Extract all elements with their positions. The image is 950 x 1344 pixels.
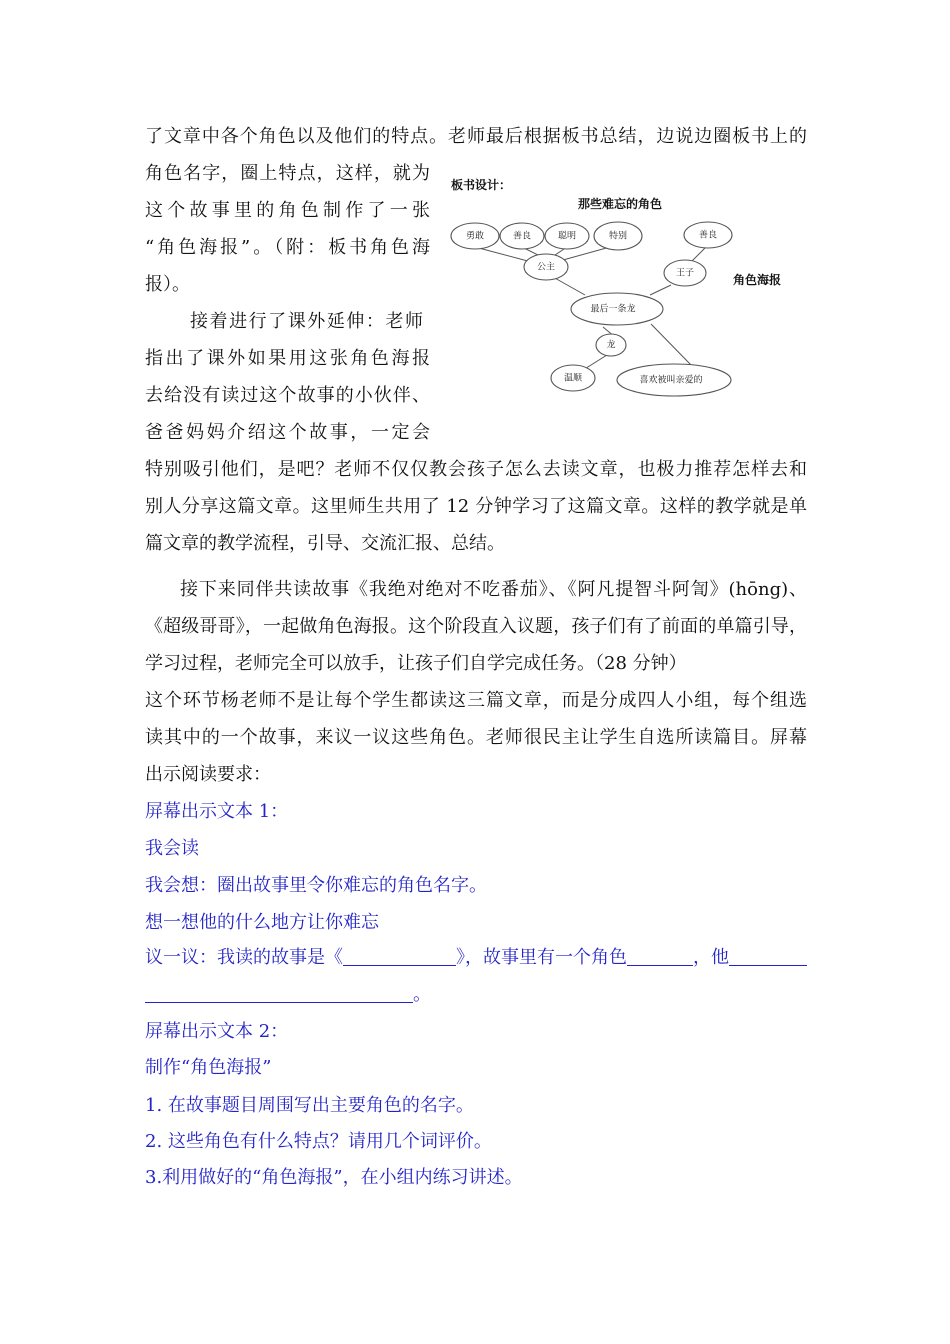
poster-label: 角色海报: [733, 273, 782, 287]
screen-text-1-heading: 屏幕出示文本 1：: [145, 801, 289, 822]
text-line: 这个环节杨老师不是让每个学生都读这三篇文章，而是分成四人小组，每个组选: [145, 690, 807, 711]
fill-in-line: [145, 946, 807, 970]
text-segment: ，他: [693, 947, 729, 968]
connector: [651, 324, 692, 366]
text-line: 出示阅读要求：: [145, 764, 271, 785]
blank-story-title: [343, 947, 456, 966]
blank-description-cont: [145, 984, 413, 1003]
list-item: 2. 这些角色有什么特点？请用几个词评价。: [145, 1131, 492, 1152]
node-label: 最后一条龙: [590, 304, 636, 315]
text-line: 特别吸引他们，是吧？老师不仅仅教会孩子怎么去读文章，也极力推荐怎样去和: [145, 459, 807, 480]
text-line: 想一想他的什么地方让你难忘: [145, 912, 379, 933]
text-line: 制作“角色海报”: [145, 1057, 272, 1078]
text-line: “角色海报”。（附：板书角色海: [145, 237, 430, 258]
fill-in-line: [145, 983, 807, 1007]
text-line: 《超级哥哥》，一起做角色海报。这个阶段直入议题，孩子们有了前面的单篇引导，: [145, 616, 807, 637]
text-segment: 。: [413, 984, 431, 1005]
text-line: 这个故事里的角色制作了一张: [145, 200, 430, 221]
node-label: 特别: [608, 231, 628, 242]
node-label: 公主: [536, 262, 556, 273]
text-line: 爸爸妈妈介绍这个故事，一定会: [145, 422, 430, 443]
diagram-title: 那些难忘的角色: [577, 197, 663, 211]
node-label: 喜欢被叫亲爱的: [639, 375, 703, 386]
node-label: 聪明: [557, 231, 577, 242]
text-line: 读其中的一个故事，来议一议这些角色。老师很民主让学生自选所读篇目。屏幕: [145, 727, 807, 748]
diagram-label: 板书设计：: [451, 178, 512, 192]
node-label: 勇敢: [465, 231, 485, 242]
text-line: 篇文章的教学流程，引导、交流汇报、总结。: [145, 533, 505, 554]
blank-character: [627, 947, 693, 966]
text-line: 了文章中各个角色以及他们的特点。老师最后根据板书总结，边说边圈板书上的: [145, 126, 807, 147]
node-label: 善良: [512, 231, 532, 242]
text-line: 接着进行了课外延伸：老师: [190, 311, 423, 332]
node-label: 王子: [675, 268, 695, 279]
node-label: 龙: [606, 340, 616, 351]
text-line: 指出了课外如果用这张角色海报: [145, 348, 430, 369]
text-line: 报）。: [145, 274, 190, 295]
text-line: 去给没有读过这个故事的小伙伴、: [145, 385, 430, 406]
blank-description: [729, 947, 807, 966]
text-line: 别人分享这篇文章。这里师生共用了 12 分钟学习了这篇文章。这样的教学就是单: [145, 496, 807, 517]
list-item: 1. 在故事题目周围写出主要角色的名字。: [145, 1095, 474, 1116]
node-label: 温顺: [563, 373, 583, 384]
connector: [553, 277, 585, 295]
connector: [650, 285, 671, 295]
text-line: 角色名字，圈上特点，这样，就为: [145, 163, 430, 184]
text-line: 我会读: [145, 838, 199, 859]
screen-text-2-heading: 屏幕出示文本 2：: [145, 1021, 289, 1042]
text-line: 我会想：圈出故事里令你难忘的角色名字。: [145, 875, 487, 896]
list-item: 3.利用做好的“角色海报”，在小组内练习讲述。: [145, 1167, 523, 1188]
text-segment: 》，故事里有一个角色: [456, 947, 627, 968]
text-segment: 议一议：我读的故事是《: [145, 947, 343, 968]
board-diagram: [445, 172, 805, 407]
text-line: 学习过程，老师完全可以放手，让孩子们自学完成任务。（28 分钟）: [145, 653, 687, 674]
text-line: 接下来同伴共读故事《我绝对绝对不吃番茄》、《阿凡提智斗阿訇》(hōng)、: [180, 579, 807, 600]
node-label: 善良: [698, 230, 718, 241]
